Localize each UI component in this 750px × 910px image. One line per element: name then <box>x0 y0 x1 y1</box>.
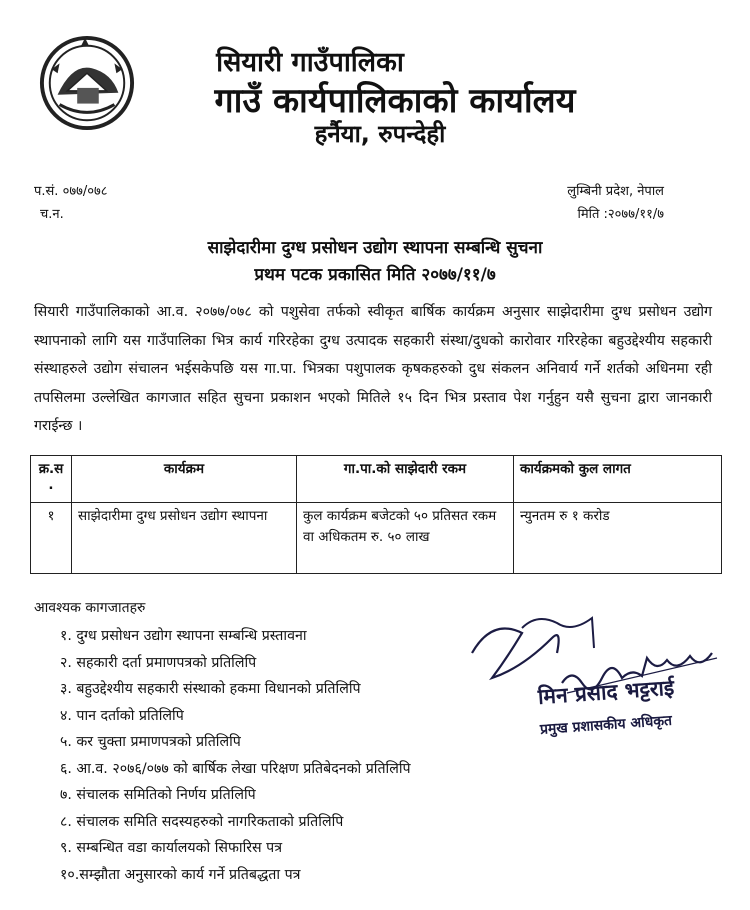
program-table <box>30 455 722 574</box>
header-total-cost: कार्यक्रमको कुल लागत <box>514 456 722 503</box>
cell-partnership-amount: कुल कार्यक्रम बजेटको ५० प्रतिसत रकम वा अधिकतम रु. ५० लाख <box>297 503 514 574</box>
list-item: ५. कर चुक्ता प्रमाणपत्रको प्रतिलिपि <box>60 734 241 750</box>
cell-total-cost: न्युनतम रु १ करोड <box>514 503 722 574</box>
notice-date: मिति :२०७७/११/७ <box>577 207 664 222</box>
cell-serial: १ <box>31 503 72 574</box>
cell-program: साझेदारीमा दुग्ध प्रसोधन उद्योग स्थापना <box>72 503 297 574</box>
signatory-designation: प्रमुख प्रशासकीय अधिकृत <box>539 712 673 738</box>
office-name: गाउँ कार्यपालिकाको कार्यालय <box>214 81 576 121</box>
list-item: ४. पान दर्ताको प्रतिलिपि <box>60 707 184 724</box>
notice-body: सियारी गाउँपालिकाको आ.व. २०७७/०७८ को पशुसेवा तर्फको स्वीकृत बार्षिक कार्यक्रम अनुसार साझेदारीमा दुग्ध प्रसोधन उद्योग स्थापनाको लागि यस गाउँपालिका भित्र कार्य गरिरहेका दुग्ध उत्पादक सहकारी संस्था/दुधको कारोवार गरिरहेका बहुउद्देश्यीय सहकारी संस्थाहरुले उद्योग संचालन भईसकेपछि यस गा.पा. भित्रका पशुपालक कृषकहरुको दुध संकलन अनिवार्य गर्ने शर्तको अधिनमा रही तपसिलमा उल्लेखित कागजात सहित सुचना प्रकाशन भएको मितिले १५ दिन भित्र प्रस्ताव पेश गर्नुहुन यसै सुचना द्वारा जानकारी गराईन्छ । <box>34 304 712 434</box>
office-address: हर्नैया, रुपन्देही <box>314 120 446 148</box>
notice-subtitle: प्रथम पटक प्रकासित मिति २०७७/११/७ <box>254 265 496 285</box>
documents-list <box>60 623 411 888</box>
header-program: कार्यक्रम <box>72 456 297 503</box>
place-date-block <box>567 180 664 226</box>
header-partnership-amount: गा.पा.को साझेदारी रकम <box>297 456 514 503</box>
reference-block <box>34 180 108 226</box>
signatory-name: मिन प्रसाद भट्टराई <box>537 675 675 709</box>
patra-sankhya: प.सं. ०७७/०७८ <box>34 184 108 199</box>
list-item: २. सहकारी दर्ता प्रमाणपत्रको प्रतिलिपि <box>60 654 257 671</box>
chalani-number: च.न. <box>40 207 64 222</box>
list-item: ९. सम्बन्धित वडा कार्यालयको सिफारिस पत्र <box>60 840 283 856</box>
table-header-row <box>31 456 722 503</box>
province-label: लुम्बिनी प्रदेश, नेपाल <box>567 184 664 199</box>
list-item: ३. बहुउद्देश्यीय सहकारी संस्थाको हकमा विधानको प्रतिलिपि <box>60 681 361 697</box>
municipality-name: सियारी गाउँपालिका <box>216 47 404 78</box>
notice-title: साझेदारीमा दुग्ध प्रसोधन उद्योग स्थापना सम्बन्धि सुचना <box>207 238 543 258</box>
nepal-emblem-icon <box>38 34 136 132</box>
header-serial: क्र.स . <box>31 456 72 503</box>
list-item: ६. आ.व. २०७६/०७७ को बार्षिक लेखा परिक्षण प्रतिबेदनको प्रतिलिपि <box>60 760 411 777</box>
list-item: ८. संचालक समिति सदस्यहरुको नागरिकताको प्रतिलिपि <box>60 813 344 830</box>
documents-heading: आवश्यक कागजातहरु <box>34 600 146 616</box>
list-item: १०.सम्झौता अनुसारको कार्य गर्ने प्रतिबद्धता पत्र <box>60 866 301 883</box>
table-row <box>31 503 722 574</box>
list-item: १. दुग्ध प्रसोधन उद्योग स्थापना सम्बन्धि प्रस्तावना <box>60 628 307 644</box>
list-item: ७. संचालक समितिको निर्णय प्रतिलिपि <box>60 787 256 803</box>
